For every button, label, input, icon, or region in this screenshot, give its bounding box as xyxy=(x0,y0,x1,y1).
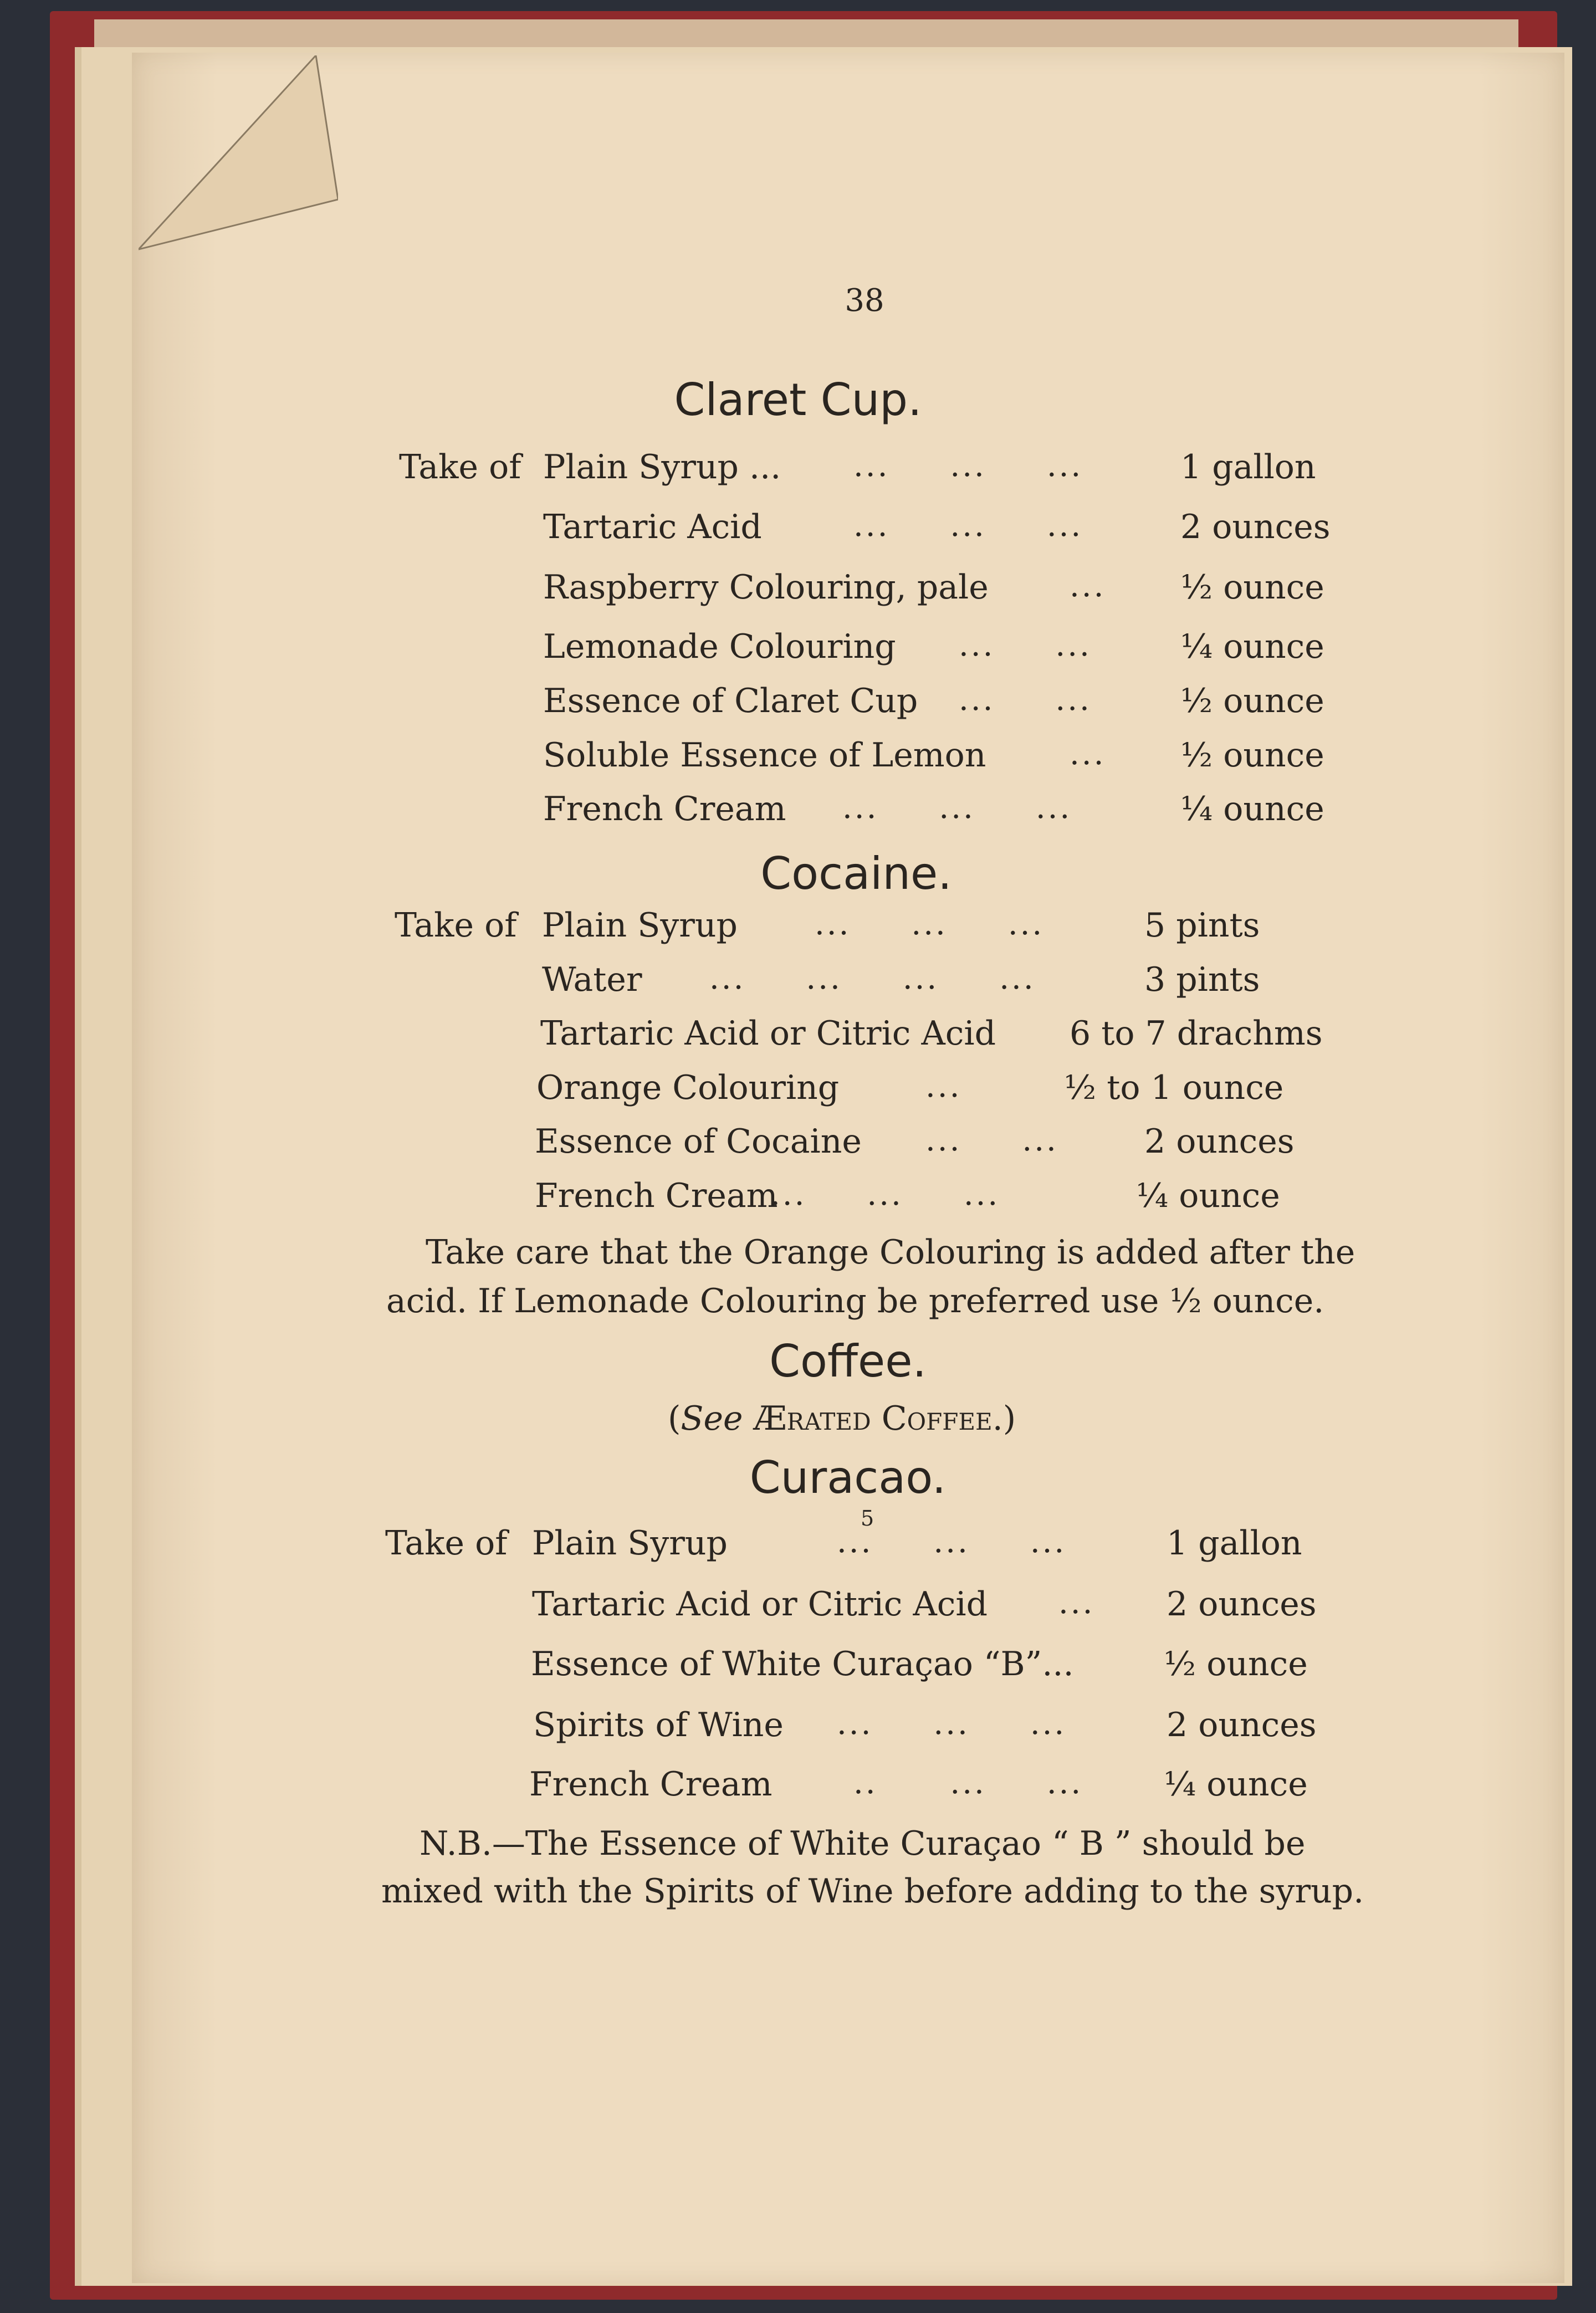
cocaine-item-name: Water xyxy=(542,960,642,999)
claret-item-name: Lemonade Colouring xyxy=(543,627,896,666)
claret-item-name: Soluble Essence of Lemon xyxy=(543,736,986,775)
dot-leader: ... xyxy=(1070,568,1106,604)
claret-cup-title: Claret Cup. xyxy=(674,374,922,426)
claret-take-of: Take of xyxy=(399,448,521,487)
dot-leader: ... ... ... xyxy=(837,1706,1067,1742)
curacao-item-name: Tartaric Acid or Citric Acid xyxy=(532,1585,988,1624)
claret-item-qty: ½ ounce xyxy=(1180,736,1324,775)
dot-leader: ... xyxy=(925,1068,962,1104)
cocaine-title: Cocaine. xyxy=(760,848,952,899)
cocaine-note-line: acid. If Lemonade Colouring be preferred use ½ ounce. xyxy=(386,1282,1324,1321)
claret-item-name: Raspberry Colouring, pale xyxy=(543,568,989,607)
dot-leader: ... ... ... ... xyxy=(709,960,1036,996)
claret-item-qty: ½ ounce xyxy=(1180,568,1324,607)
curacao-item-name: Essence of White Curaçao “B”... xyxy=(531,1645,1074,1683)
folded-corner xyxy=(139,55,338,255)
coffee-title: Coffee. xyxy=(769,1335,927,1387)
curacao-take-of: Take of xyxy=(385,1524,508,1563)
dot-leader: .. ... ... xyxy=(853,1765,1083,1801)
open-paren: ( xyxy=(668,1399,681,1438)
curacao-note-line: mixed with the Spirits of Wine before adding to the syrup. xyxy=(381,1872,1364,1911)
claret-item-qty: 1 gallon xyxy=(1180,448,1316,487)
dot-leader: ... ... ... xyxy=(842,790,1072,826)
cocaine-item-name: Essence of Cocaine xyxy=(535,1122,862,1161)
cocaine-take-of: Take of xyxy=(395,906,517,945)
page-number: 38 xyxy=(845,283,884,319)
claret-item-name: French Cream xyxy=(543,790,786,828)
curacao-item-qty: 2 ounces xyxy=(1167,1585,1317,1624)
dot-leader: ... ... ... xyxy=(853,448,1083,484)
curacao-item-name: Spirits of Wine xyxy=(533,1706,784,1744)
dot-leader: ... xyxy=(1070,736,1106,772)
claret-item-name: Essence of Claret Cup xyxy=(543,682,918,720)
dot-leader: ... xyxy=(1058,1585,1095,1621)
dot-leader: ... ... ... xyxy=(770,1176,1000,1212)
cocaine-item-qty: 5 pints xyxy=(1144,906,1260,945)
curacao-note-line: N.B.—The Essence of White Curaçao “ B ” should be xyxy=(420,1824,1306,1863)
see-word: See xyxy=(681,1399,743,1438)
coffee-cross-reference xyxy=(668,1399,1016,1438)
close-paren: ) xyxy=(1002,1399,1016,1438)
claret-item-qty: ¼ ounce xyxy=(1180,790,1324,828)
claret-item-qty: ¼ ounce xyxy=(1180,627,1324,666)
curacao-item-name: Plain Syrup xyxy=(532,1524,728,1563)
dot-leader: ... ... ... xyxy=(853,508,1083,544)
cocaine-item-qty: 3 pints xyxy=(1144,960,1260,999)
dot-leader: ... ... ... xyxy=(837,1524,1067,1560)
dot-leader: ... ... ... xyxy=(815,906,1045,942)
dot-leader: ... ... xyxy=(925,1122,1058,1158)
cocaine-item-name: Tartaric Acid or Citric Acid xyxy=(540,1014,996,1053)
claret-item-qty: ½ ounce xyxy=(1180,682,1324,720)
cocaine-note-line: Take care that the Orange Colouring is added after the xyxy=(426,1233,1355,1272)
curacao-title: Curacao. xyxy=(749,1452,947,1503)
curacao-item-name: French Cream xyxy=(529,1765,773,1804)
cocaine-item-qty: ¼ ounce xyxy=(1136,1176,1280,1215)
cocaine-item-name: French Cream xyxy=(535,1176,778,1215)
curacao-item-qty: ¼ ounce xyxy=(1164,1765,1308,1804)
curacao-item-qty: ½ ounce xyxy=(1164,1645,1308,1683)
dot-leader: ... ... xyxy=(959,627,1092,663)
claret-item-qty: 2 ounces xyxy=(1180,508,1331,546)
cocaine-item-qty: ½ to 1 ounce xyxy=(1064,1068,1284,1107)
dot-leader: ... ... xyxy=(959,682,1092,718)
curacao-item-qty: 2 ounces xyxy=(1167,1706,1317,1744)
claret-item-name: Tartaric Acid xyxy=(543,508,762,546)
claret-item-name: Plain Syrup ... xyxy=(543,448,781,487)
signature-mark: 5 xyxy=(861,1506,874,1531)
cocaine-item-name: Plain Syrup xyxy=(542,906,738,945)
see-reference: Ærated Coffee. xyxy=(753,1399,1003,1438)
cocaine-item-qty: 2 ounces xyxy=(1144,1122,1295,1161)
curacao-item-qty: 1 gallon xyxy=(1167,1524,1302,1563)
cocaine-item-qty: 6 to 7 drachms xyxy=(1070,1014,1323,1053)
cocaine-item-name: Orange Colouring xyxy=(536,1068,840,1107)
